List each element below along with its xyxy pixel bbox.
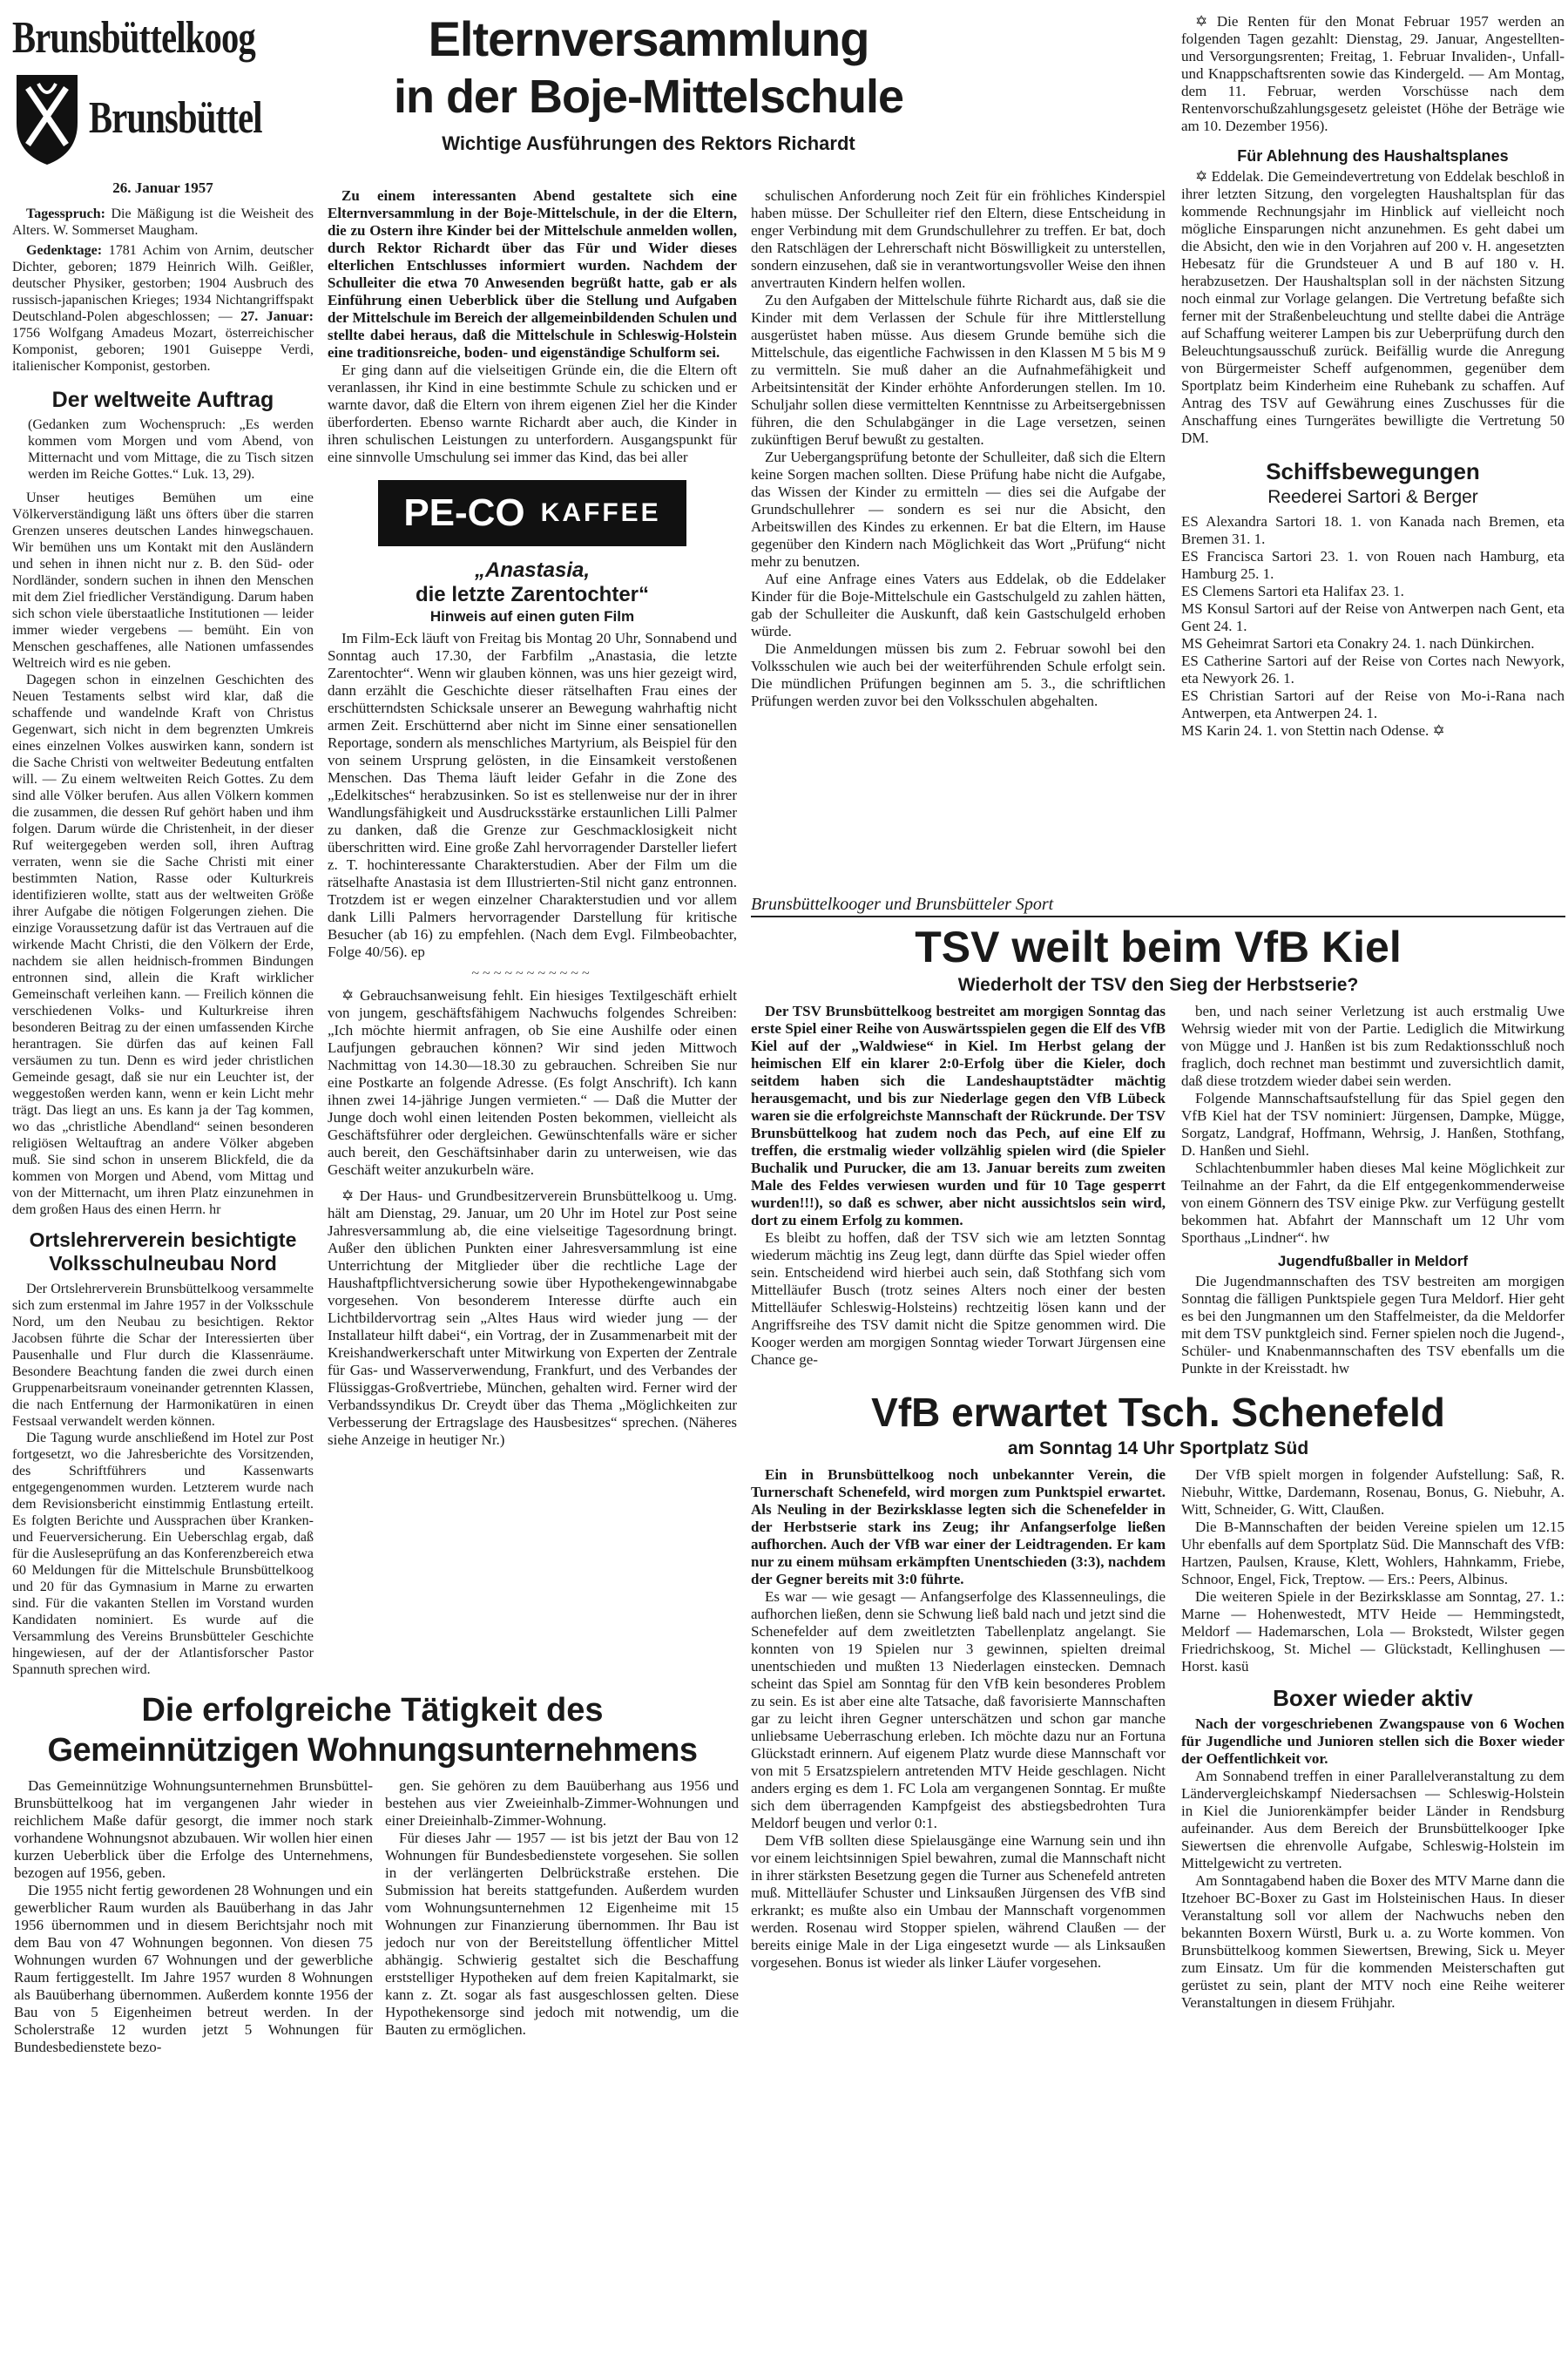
- issue-date: 26. Januar 1957: [112, 179, 213, 196]
- left-region: [0, 13, 745, 2056]
- paragraph: Die Anmeldungen müssen bis zum 2. Februar sowohl bei den Volksschulen wie auch bei der weiterführenden Schule erfolgt sein. Die mündlichen Prüfungen beginnen am 5. 3., die schriftlichen Prüfungen werden zuvor bei den Volksschulen abgehalten.: [751, 640, 1166, 709]
- masthead: [12, 13, 314, 174]
- paragraph: ES Christian Sartori auf der Reise von Mo-i-Rana nach Antwerpen, eta Antwerpen 24. 1.: [1181, 687, 1565, 721]
- vfb-column-b-wrap: [1181, 1466, 1565, 2012]
- paragraph: Die Jugendmannschaften des TSV bestreiten am morgigen Sonntag die fälligen Punktspiele gegen Tura Meldorf. Hier geht es bei den Jungmannen um den Staffelmeister, da die Meldorfer mit dem TSV punktgleich sind. Ferner spielen noch die Jugend-, Schüler- und Knabenmannschaften des TSV ebenfalls um die Punkte in der Kreisstadt. hw: [1181, 1273, 1565, 1377]
- paragraph: Dagegen schon in einzelnen Geschichten des Neuen Testaments selbst wird klar, daß die schaffende und wandelnde Kraft von Christus Gegenwart, sich nicht in dem begrenzten Umkreis eines einzelnen Volkes auswirken kann, sondern ist die Sache Christi von weltweiter Bedeutung entfalten will. — Zu einem weltweiten Reich Gottes. Zu dem sind alle Völker berufen. Aus allen Völkern kommen die zusammen, die dessen Ruf gehört haben und ihm folgen. Darum würde die Christenheit, in der dieser Ruf weitergegeben werden soll, ihren Auftrag verraten, wenn sie die Sache Christi mit einer bestimmten Nation, Rasse oder Kulturkreis identifizieren wollte, statt aus der weltweiten Größe ihrer Aufgabe die nötigen Folgerungen ziehen. Die einzige Voraussetzung dafür ist das Vertrauen auf die wirkende Macht Christi, die den Völkern der Erde, nachdem sie allen heidnisch-frommen Bindungen entronnen sind, allein die Kraft wirklicher Gemeinschaft verleihen kann. — Freilich können die verschiedenen Volks- und Kulturkreise ihren besonderen Beitrag zu der einen umfassenden Kirche herantragen. Sie dürfen das auf keinen Fall versäumen zu tun. Denn es wird jeder christlichen Gemeinde gesagt, daß sie nur ein Leuchter ist, der weggestoßen werden kann, wenn er kein Licht mehr trägt. Das liegt an uns. Es kann ja der Tag kommen, wo das „christliche Abendland“ seinen besonderen religiösen Weltauftrag an andere Völker abgeben muß. Sie sind schon in unserem Blickfeld, die da kommen von Morgen und Abend, vom Mittag und von der Mitternacht, um ihren Platz einzunehmen in dem großen Haus des einen Herrn. hr: [12, 673, 314, 1217]
- paragraph: Am Sonnabend treffen in einer Parallelveranstaltung zu dem Ländervergleichskampf Niedersachsen — Schleswig-Holstein in Kiel die Juniorenkämpfer beider Länder in Rendsburg aufeinander. Aus dem Bereich der Brunsbüttelkooger Ipke Siewertsen die ehrenvolle Aufgabe, Schleswig-Holstein im Mittelgewicht zu vertreten.: [1181, 1768, 1565, 1871]
- vfb-column-b: [1181, 1466, 1565, 1675]
- tsv-column-b-body: [1181, 1003, 1565, 1247]
- wohnung-title-2: Gemeinnützigen Wohnungsunternehmens: [47, 1732, 698, 1769]
- sport-section: [751, 893, 1565, 2012]
- column-1: [12, 13, 314, 1678]
- paragraph: Zu den Aufgaben der Mittelschule führte Richardt aus, daß sie die Kinder mit dem Verlassen der Schule für ihre Mittlerstellung ausgerüstet haben müsse. Aus diesem Grunde bemühe sich die Mittelschule, das eigentliche Fachwissen in den Klassen M 5 bis M 9 zu vermitteln. Sie muß daher an die Aufnahmefähigkeit und Arbeitsintensität der Kinder erhöhte Anforderungen stellen. Im 10. Schuljahr sollen diese vermittelten Kenntnisse zu Arbeitsergebnissen führen, die den Schulabgänger in die Lage versetzen, seinen zukünftigen Beruf bewußt zu gestalten.: [751, 292, 1166, 448]
- wohnung-column-a: [14, 1777, 373, 2056]
- schiffe-title: Schiffsbewegungen: [1266, 458, 1480, 484]
- ad-brand: PE-CO: [403, 491, 525, 534]
- paragraph: Nach der vorgeschriebenen Zwangspause von 6 Wochen für Jugendliche und Junioren stellen sich die Boxer wieder der Oeffentlichkeit vor.: [1181, 1715, 1565, 1767]
- gedenktage-text: 1781 Achim von Arnim, deutscher Dichter, geboren; 1879 Heinrich Wilh. Geißler, deutscher Physiker, gestorben; 1904 Ausbruch des russisch-japanischen Krieges; 1934 Nichtangriffspakt Deutschland-Polen abgeschlossen; —: [12, 243, 314, 324]
- paragraph: Auf eine Anfrage eines Vaters aus Eddelak, ob die Eddelaker Kinder für die Boje-Mittelschule ein Gastschulgeld zu zahlen hätten, gab der Schulleiter die Auskunft, daß kein Gastschulgeld erhoben würde.: [751, 571, 1166, 639]
- tsv-title: TSV weilt beim VfB Kiel: [915, 923, 1402, 971]
- divider: ~~~~~~~~~~~: [471, 966, 593, 981]
- paragraph: Es bleibt zu hoffen, daß der TSV sich wie am letzten Sonntag wiederum mächtig ins Zeug legt, dann dürfte das Spiel wieder offen sein. Entscheidend wird hierbei auch sein, daß Stothfang sich vom Mittelläufer Busch (trotz seines Alters noch einer der besten Mittelläufer Schleswig-Holsteins) rechtzeitig lösen kann und der Angriffsreihe des TSV damit nicht die Spitze genommen wird. Die Kooger werden am morgigen Sonntag wieder Torwart Jürgensen eine Chance ge-: [751, 1229, 1166, 1368]
- paragraph: Zu einem interessanten Abend gestaltete sich eine Elternversammlung in der Boje-Mittelschule, in der die Eltern, die zu Ostern ihre Kinder bei der Mittelschule anmelden wollen, durch Rektor Richardt über das Für und Wider dieses elterlichen Entschlusses informiert wurden. Nachdem der Schulleiter die etwa 70 Anwesenden begrüßt hatte, gab er als Einführung einen Ueberblick über die Stellung und Aufgaben der Mittelschule im Bereich der allgemeinbildenden Schulen und stellte dabei heraus, daß die Mittelschule in Schleswig-Holstein eine traditionsreiche, boden- und eigenständige Schulform sei.: [328, 187, 737, 361]
- paragraph: Unser heutiges Bemühen um eine Völkerverständigung läßt uns öfters über die starren Grenzen unseres deutschen Landes hinwegschauen. Wir bemühen uns um Kontakt mit den Ausländern und sehen in ihnen nicht nur z. B. den Süd- oder Nordländer, sondern suchen in ihnen den Menschen mit dem Ziel friedlicher Verständigung. Darum haben sich schon viele überstaatliche Institutionen — leider immer wieder vergebens — bemüht. Ein von Menschen geschaffenes, alle Nationen umfassendes Weltreich wird es nie geben.: [12, 491, 314, 671]
- eltern-title-2: in der Boje-Mittelschule: [393, 71, 904, 123]
- jugend-title: Jugendfußballer in Meldorf: [1277, 1253, 1469, 1269]
- gedenktage-label2: 27. Januar:: [240, 309, 314, 324]
- paragraph: Am Sonntagabend haben die Boxer des MTV Marne dann die Itzehoer BC-Boxer zu Gast im Holsteinischen Haus. In dieser Veranstaltung soll vor allem der Nachwuchs neben den bekannten Boxern Würstl, Burk u. a. zu Worte kommen. Von Brunsbüttelkoog kommen Siewertsen, Brewing, Sick u. Meyer zum Einsatz. Um für die kommenden Meisterschaften gut gerüstet zu sein, plant der MTV noch eine Reihe weiterer Veranstaltungen in diesem Frühjahr.: [1181, 1872, 1565, 2011]
- paragraph: Der TSV Brunsbüttelkoog bestreitet am morgigen Sonntag das erste Spiel einer Reihe von Auswärtsspielen gegen die Elf des VfB Kiel auf der „Waldwiese“ in Kiel. Im Herbst gelang der heimischen Elf ein klarer 2:0-Erfolg über die Kieler, doch seitdem haben sich die Landeshauptstädter mächtig herausgemacht, und bis zur Niederlage gegen den VfB Lübeck waren sie die erfolgreichste Mannschaft der Rückrunde. Der TSV Brunsbüttelkoog hat zudem noch das Pech, auf eine Elf zu treffen, die erstmalig wieder vollzählig spielen wird (die Spieler Buchalik und Purucker, die am 13. Januar bereits zum zweiten Male des Feldes verwiesen wurden und für 10 Tage gesperrt wurden!!!), so daß es schwer, aber nicht aussichtslos sein wird, dort zu einem Erfolg zu kommen.: [751, 1003, 1166, 1228]
- paragraph: Die Tagung wurde anschließend im Hotel zur Post fortgesetzt, wo die Jahresberichte des Vorsitzenden, des Schriftführers und Kassenwarts entgegengenommen wurden. Letzterem wurde nach dem Revisionsbericht einstimmig Entlastung erteilt. Es folgten Berichte und Aussprachen über Kranken- und Feuerversicherung. Ein Ueberschlag ergab, daß für die Ausleseprüfung an das Konferenzbereich etwa 60 Meldungen für die Mittelschule Brunsbüttelkoog und 20 für das Gymnasium in Marne zu erwarten sind. Für die vakanten Stellen im Vorstand wurden Kandidaten nominiert. Es wurde auf die Versammlung des Vereins Brunsbütteler Geschichte hingewiesen, auf der der Atlantisforscher Pastor Spannuth sprechen wird.: [12, 1431, 314, 1677]
- paragraph: Es war — wie gesagt — Anfangserfolge des Klassenneulings, die aufhorchen ließen, denn sie Schwung ließ bald nach und jetzt sind die Schenefelder auf dem zweitletzten Tabellenplatz angelangt. Sie konnten von 19 Spielen nur 3 gewinnen, spielten dreimal unentschieden und mußten 13 Niederlagen einstecken. Demnach scheint das Spiel am Sonntag für den VfB kein besonderes Problem zu sein. Es ist aber eine alte Tatsache, daß favorisierte Mannschaften gar zu leicht ihren Gegner unterschätzen und schon gar manche unliebsame Ueberraschung erleben. Ich möchte dazu nur an Fortuna Glückstadt erinnern. Auf eigenem Platz wurde diese Mannschaft vor von mit 5 Ersatzspielern antretenden MTV Heide geschlagen. Nicht anders erging es dem 1. FC Lola am vergangenen Sonntag. Er mußte sich dem überragenden Kampfgeist des abstiegsbedrohten Tura Meldorf beugen und verlor 0:1.: [751, 1588, 1166, 1831]
- tsv-column-b: [1181, 1003, 1565, 1377]
- eltern-column-b: [751, 13, 1166, 710]
- eltern-column-a: [328, 187, 737, 466]
- vfb-column-a: [751, 1466, 1166, 1972]
- right-region: [751, 13, 1565, 2012]
- paragraph: gen. Sie gehören zu dem Bauüberhang aus 1956 und bestehen aus vier Zweieinhalb-Zimmer-Wohnungen und einer Dreieinhalb-Zimmer-Wohnung.: [385, 1777, 739, 1829]
- paragraph: ES Clemens Sartori eta Halifax 23. 1.: [1181, 583, 1404, 599]
- paragraph: Die weiteren Spiele in der Bezirksklasse am Sonntag, 27. 1.: Marne — Hohenwestedt, MTV Heide — Hemmingstedt, Meldorf — Hademarschen, Lola — Brokstedt, Wilster gegen Friedrichskoog, St. Michel — Glückstadt, Kellinghusen — Horst. kasü: [1181, 1588, 1565, 1675]
- paragraph: Zur Uebergangsprüfung betonte der Schulleiter, daß sich die Eltern keine Sorgen machen sollten. Diese Prüfung habe nicht die Aufgabe, das Wissen der Kinder zu ermitteln — dies sei die Aufgabe der Grundschullehrer — sondern es sei nur die Absicht, den Arbeitswillen des Kindes zu erkennen. Er bat die Eltern, im Hause gegenüber den Kindern nach Möglichkeit das Wort „Prüfung“ nicht mehr zu benutzen.: [751, 449, 1166, 570]
- tagesspruch-text: Die Mäßigung ist die Weisheit des Alters. W. Sommerset Maugham.: [12, 206, 314, 238]
- right-column-top: [1181, 13, 1565, 740]
- anastasia-article: [328, 558, 737, 961]
- paragraph: Ein in Brunsbüttelkoog noch unbekannter Verein, die Turnerschaft Schenefeld, wird morgen zum Punktspiel erwartet. Als Neuling in der Bezirksklasse legten sich die Schenefelder in der Herbstserie stark ins Zeug; ihr Anfangserfolge ließen aufhorchen. Auch der VfB war einer der Leidtragenden. Er kam nur zu einem mühsam erkämpften Unentschieden (3:3), nachdem der Gegner bereits mit 3:0 führte.: [751, 1466, 1166, 1587]
- tsv-column-a: [751, 1003, 1166, 1369]
- eltern-title-1: Elternversammlung: [428, 11, 869, 66]
- ad-product: KAFFEE: [540, 498, 661, 527]
- wohnung-article: [0, 1690, 745, 2056]
- schiffe-subtitle: Reederei Sartori & Berger: [1267, 487, 1478, 507]
- sport-header: Brunsbüttelkooger und Brunsbütteler Sport: [751, 895, 1054, 914]
- column-2: [328, 13, 737, 1449]
- jugend-body: [1181, 1273, 1565, 1377]
- auftrag-title: Der weltweite Auftrag: [51, 388, 274, 412]
- paragraph: ES Francisca Sartori 23. 1. von Rouen nach Hamburg, eta Hamburg 25. 1.: [1181, 548, 1565, 582]
- paragraph: Der Ortslehrerverein Brunsbüttelkoog versammelte sich zum erstenmal im Jahre 1957 in der Volksschule Nord, um den Neubau zu besichtigen. Rektor Jacobsen führte die Schar der Interessierten über Pausenhalle und Flur durch die Klassenräume. Besondere Beachtung fanden die zwei durch einen Gruppenarbeitsraum voneinander getrennten Klassen, die nach Entfernung der Harmonikatüren in einen Festsaal verwandelt werden können.: [12, 1282, 314, 1429]
- gebrauch-article: [328, 987, 737, 1179]
- eltern-subtitle: Wichtige Ausführungen des Rektors Richardt: [442, 132, 855, 154]
- ortslehrer-body: [12, 1281, 314, 1678]
- auftrag-body: [12, 490, 314, 1218]
- paragraph: Für dieses Jahr — 1957 — ist bis jetzt der Bau von 12 Wohnungen für Bundesbedienstete vorgesehen. Sie sollen in der verlängerten Delbrückstraße erstehen. Die Submission hat bereits stattgefunden. Außerdem wurden vom Wohnungsunternehmen 12 Eigenheime mit 15 Wohnungen zur Finanzierung übernommen. Ihr Bau ist jedoch nur von der Bereitstellung öffentlicher Mittel abhängig. Schwierig gestaltet sich die Beschaffung erststelliger Hypotheken auf dem freien Kapitalmarkt, sie kann z. Zt. sogar als fast ausgeschlossen gelten. Diese Hypothekensorge sind jedoch mit notwendig, um die Bauten zu ermöglichen.: [385, 1830, 739, 2038]
- ortslehrer-title: Ortslehrerverein besichtigte Volksschulneubau Nord: [29, 1228, 297, 1275]
- paragraph: ✡ Der Haus- und Grundbesitzerverein Brunsbüttelkoog u. Umg. hält am Dienstag, 29. Januar, um 20 Uhr im Hotel zur Post seine Jahresversammlung ab, die eine vielseitige Tagesordnung bringt. Außer den üblichen Punkten einer Jahresversammlung ist eine Unterrichtung der Mitglieder über die rechtliche Lage der Haushaftpflichtversicherung sowie über Hypothekengewinnabgabe vorgesehen. Von besonderem Interesse dürfte auch ein Lichtbildervortrag sein „Altes Haus wird wieder jung — der Installateur hilft dabei“, ein Vortrag, der in Zusammenarbeit mit der Kreishandwerkerschaft unter Mitwirkung von Experten der Zentrale für Gas- und Wasserverwendung, Frankfurt, und des Verbandes der Flüssiggas-Großvertriebe, München, gehalten wird. Ferner wird der Verbandssyndikus Dr. Creydt über das Thema „Möglichkeiten zur Verbesserung der Ertragslage des Hausbesitzes“ sprechen. (Näheres siehe Anzeige in heutiger Nr.): [328, 1187, 737, 1448]
- paragraph: Folgende Mannschaftsaufstellung für das Spiel gegen den VfB Kiel hat der TSV nominiert: Jürgensen, Dampke, Mügge, Sorgatz, Landgraf, Hoffmann, Wehrsig, J. Hanßen, Stothfang, D. Hanßen und Siehl.: [1181, 1090, 1565, 1159]
- hausverein-article: [328, 1187, 737, 1449]
- boxer-title: Boxer wieder aktiv: [1273, 1685, 1473, 1711]
- wohnung-title-1: Die erfolgreiche Tätigkeit des: [141, 1692, 604, 1729]
- schiffe-article: [1181, 457, 1565, 740]
- renten-article: [1181, 13, 1565, 135]
- paragraph: MS Konsul Sartori auf der Reise von Antwerpen nach Gent, eta Gent 24. 1.: [1181, 600, 1565, 634]
- paragraph: ES Catherine Sartori auf der Reise von Cortes nach Newyork, eta Newyork 26. 1.: [1181, 653, 1565, 687]
- paragraph: Dem VfB sollten diese Spielausgänge eine Warnung sein und ihn vor einem leichtsinnigen Spiel bewahren, zumal die Mannschaft nicht in ihrer stärksten Besetzung gegen die Turner aus Schenefeld antreten muß. Mittelläufer Schuster und Linksaußen Jürgensen des VfB sind erkrankt; es mußte also ein Umbau der Mannschaft vorgenommen werden. Rosenau wird Stopper spielen, während Claußen — der bereits einige Male in der Liga eingesetzt wurde — als Linksaußen vorgesehen. Bonus ist wieder als linker Läufer vorgesehen.: [751, 1832, 1166, 1971]
- anastasia-title-1: „Anastasia,: [474, 558, 591, 582]
- peco-kaffee-ad: [378, 480, 686, 546]
- boxer-article: [1181, 1684, 1565, 2012]
- coat-of-arms-icon: [12, 71, 82, 166]
- anastasia-subtitle: Hinweis auf einen guten Film: [429, 608, 635, 625]
- paragraph: Das Gemeinnützige Wohnungsunternehmen Brunsbüttel-Brunsbüttelkoog hat im vergangenen Jahr wieder in reichlichem Maße dafür gesorgt, die immer noch stark vorhandene Wohnungsnot abzubauen. Wir wollen hier einen kurzen Ueberblick über die Erfolge des Unternehmens, bezogen auf 1956, geben.: [14, 1777, 373, 1881]
- paragraph: ✡ Gebrauchsanweisung fehlt. Ein hiesiges Textilgeschäft erhielt von jungem, geschäftsfähigem Nachwuchs folgendes Schreiben: „Ich möchte hiermit anfragen, ob Sie eine Aushilfe oder einen Laufjungen gebrauchen können? Wir sind jeden Mittwoch Nachmittag von 14.30—18.30 zu gebrauchen. Schreiben Sie nur eine Postkarte an folgende Adresse. (Es folgt Anschrift). Ich kann ihnen zwei 14-jährige Jungen vermieten.“ — Daß die Mutter der Junge doch wohl einen leitenden Posten bekommen, vielleicht als Geschäftsführer oder dergleichen. Gewünschtenfalls wäre er sicher auch bereit, den Geschäftsinhaber darin zu unterweisen, wie das Geschäft weiter anzukurbeln wäre.: [328, 987, 737, 1178]
- paragraph: MS Karin 24. 1. von Stettin nach Odense. ✡: [1181, 722, 1445, 739]
- paragraph: Der VfB spielt morgen in folgender Aufstellung: Saß, R. Niebuhr, Wittke, Dardemann, Rosenau, Bonus, G. Niebuhr, A. Witt, Schneider, G. Witt, Claußen.: [1181, 1466, 1565, 1518]
- paragraph: Die B-Mannschaften der beiden Vereine spielen um 12.15 Uhr ebenfalls auf dem Sportplatz Süd. Die Mannschaft des VfB: Hartzen, Paulsen, Krause, Klett, Wohlers, Hahnkamm, Friebe, Schnoor, Engel, Fick, Treptow. — Ers.: Peers, Albinus.: [1181, 1519, 1565, 1587]
- schiffe-body: [1181, 513, 1565, 740]
- paragraph: Die 1955 nicht fertig gewordenen 28 Wohnungen und ein gewerblicher Raum wurden als Bauüberhang in das Jahr 1956 übernommen und in diesem Berichtsjahr noch mit dem Bau von 47 Wohnungen begonnen. Von diesen 75 Wohnungen wurden 67 Wohnungen und der gewerbliche Raum fertiggestellt. Im Jahre 1957 wurden 8 Wohnungen als Bauüberhang übernommen. Außerdem konnte 1956 der Bau von 5 Eigenheimen betreut werden. In der Scholerstraße 12 wurden jetzt 5 Wohnungen für Bundesbedienstete bezo-: [14, 1882, 373, 2055]
- masthead-line2: Brunsbüttel: [89, 93, 262, 143]
- haushalt-article: [1181, 145, 1565, 447]
- paragraph: Im Film-Eck läuft von Freitag bis Montag 20 Uhr, Sonnabend und Sonntag auch 17.30, der Farbfilm „Anastasia, die letzte Zarentochter“. Wenn wir glauben können, was uns hier gezeigt wird, dann erzählt die Geschichte dieser rätselhaften Frau eines der erschütterndsten Schicksale unserer an Bewegung wahrhaftig nicht armen Zeit. Erschütternd aber nicht im Sinne einer sensationellen Reportage, sondern als menschliches Martyrium, als Beispiel für den von seinem Ursprung gelösten, in die Einsamkeit verstoßenen Menschen. Das Thema läuft leider Gefahr in die Zone des „Edelkitsches“ herabzusinken. So ist es stellenweise nur der in ihrer Wandlungsfähigkeit und Ausdrucksstärke erstaunlichen Lilli Palmer zu danken, daß die Grenze zur Geschmacklosigkeit nicht überschritten wird. Eine große Zahl hervorragender Darsteller liefert z. T. hochinteressante Charakterstudien. Aber der Film um die rätselhafte Anastasia ist dem Illustrierten-Stil nicht ganz entronnen. Trotzdem ist er wegen einzelner Charakterstudien und vor allem dank Lilli Palmers hervorragender Darstellung für kritische Besucher (ab 16) zu empfehlen. (Nach dem Evgl. Filmbeobachter, Folge 40/56). ep: [328, 630, 737, 960]
- paragraph: ben, und nach seiner Verletzung ist auch erstmalig Uwe Wehrsig wieder mit von der Partie. Lediglich die Mitwirkung von Mügge und J. Hanßen ist bis zum Redaktionsschluß noch fraglich, doch rechnet man bestimmt und zuversichtlich damit, daß diese trotzdem wieder dabei sein werden.: [1181, 1003, 1565, 1089]
- tsv-subtitle: Wiederholt der TSV den Sieg der Herbstserie?: [957, 975, 1359, 995]
- anastasia-title-2: die letzte Zarentochter“: [415, 583, 650, 606]
- paragraph: ✡ Eddelak. Die Gemeindevertretung von Eddelak beschloß in ihrer letzten Sitzung, den vorgelegten Haushaltsplan für das kommende Rechnungsjahr im Hinblick auf vielleicht noch mögliche Einsparungen nicht anzunehmen. Es geht dabei um die Absicht, den wie in den Vorjahren auf 200 v. H. angesetzten Hebesatz für die Grundsteuer A und B auf 180 v. H. herabzusetzen. Der Haushaltsplan soll in der nächsten Sitzung noch einmal zur Vorlage gelangen. Die Vertretung befaßte sich ferner mit der Straßenbeleuchtung und stellte dabei die Anträge auf Schaffung weiterer Lampen bis zur Ueberprüfung durch den Beleuchtungsausschuß zurück. Beifällig wurde die Anregung von Bürgermeister Scheff aufgenommen, gegenüber dem Sportplatz beim Kinderheim eine Ruhebank zu schaffen. Auf Antrag des TSV auf Gewährung eines Zuschusses für die Anschaffung eines Turngerätes bewilligte die Vertretung 50 DM.: [1181, 168, 1565, 446]
- paragraph: schulischen Anforderung noch Zeit für ein fröhliches Kinderspiel haben müsse. Der Schulleiter rief den Eltern, diese Entscheidung in enger Verbindung mit dem Grundschullehrer zu treffen. Er bat, doch den Ratschlägen der Lehrerschaft nicht Böswilligkeit zu unterstellen, sondern einzusehen, daß sie in verantwortungsvoller Weise den ihnen anvertrauten Kindern helfen wollen.: [751, 187, 1166, 291]
- masthead-line1: Brunsbüttelkoog: [12, 13, 256, 63]
- paragraph: Er ging dann auf die vielseitigen Gründe ein, die die Eltern oft veranlassen, ihr Kind in eine bestimmte Schule zu schicken und er warnte davor, daß die Eltern von ihrem eigenen Ziel her die Kinder überforderten. Ebenso warnte Richardt aber auch, die Kinder in ihren schulischen Leistungen zu unterfordern. Ausgangspunkt für eine sinnvolle Umschulung sei immer das Kind, das bei aller: [328, 362, 737, 465]
- paragraph: ✡ Die Renten für den Monat Februar 1957 werden an folgenden Tagen gezahlt: Dienstag, 29. Januar, Angestellten- und Versorgungsrenten; Freitag, 1. Februar Invaliden-, Unfall- und Knappschaftsrenten sowie das Kindergeld. — Am Montag, dem 11. Februar, werden Vorschüsse nach dem Rentenvorschußzahlungsgesetz geleistet (Höhe der Beträge wie am 10. Dezember 1956).: [1181, 13, 1565, 134]
- auftrag-intro: (Gedanken zum Wochenspruch: „Es werden kommen vom Morgen und vom Abend, von Mitternacht und vom Mittage, die zu Tisch sitzen werden im Reiche Gottes.“ Luk. 13, 29).: [28, 417, 314, 482]
- paragraph: Schlachtenbummler haben dieses Mal keine Möglichkeit zur Teilnahme an der Fahrt, da die Elf entgegenkommenderweise von einem Gönnern des TSV einige Pkw. zur Verfügung gestellt bekommen hat. Abfahrt der Mannschaft um 12 Uhr vom Sporthaus „Lindner“. hw: [1181, 1160, 1565, 1246]
- paragraph: MS Geheimrat Sartori eta Conakry 24. 1. nach Dünkirchen.: [1181, 635, 1535, 652]
- vfb-subtitle: am Sonntag 14 Uhr Sportplatz Süd: [1007, 1438, 1309, 1458]
- wohnung-column-b: [385, 1777, 739, 2039]
- paragraph: ES Alexandra Sartori 18. 1. von Kanada nach Bremen, eta Bremen 31. 1.: [1181, 513, 1565, 547]
- haushalt-title: Für Ablehnung des Haushaltsplanes: [1237, 147, 1509, 165]
- anastasia-body: [328, 630, 737, 961]
- tagesspruch-label: Tagesspruch:: [26, 206, 105, 221]
- gedenktage-text2: 1756 Wolfgang Amadeus Mozart, österreichischer Komponist, geboren; 1901 Guiseppe Verdi, italienischer Komponist, gestorben.: [12, 326, 314, 374]
- gedenktage-label: Gedenktage:: [26, 243, 103, 258]
- sport-rule: [751, 916, 1565, 917]
- vfb-title: VfB erwartet Tsch. Schenefeld: [871, 1390, 1445, 1435]
- haushalt-body: [1181, 168, 1565, 447]
- boxer-body: [1181, 1715, 1565, 2012]
